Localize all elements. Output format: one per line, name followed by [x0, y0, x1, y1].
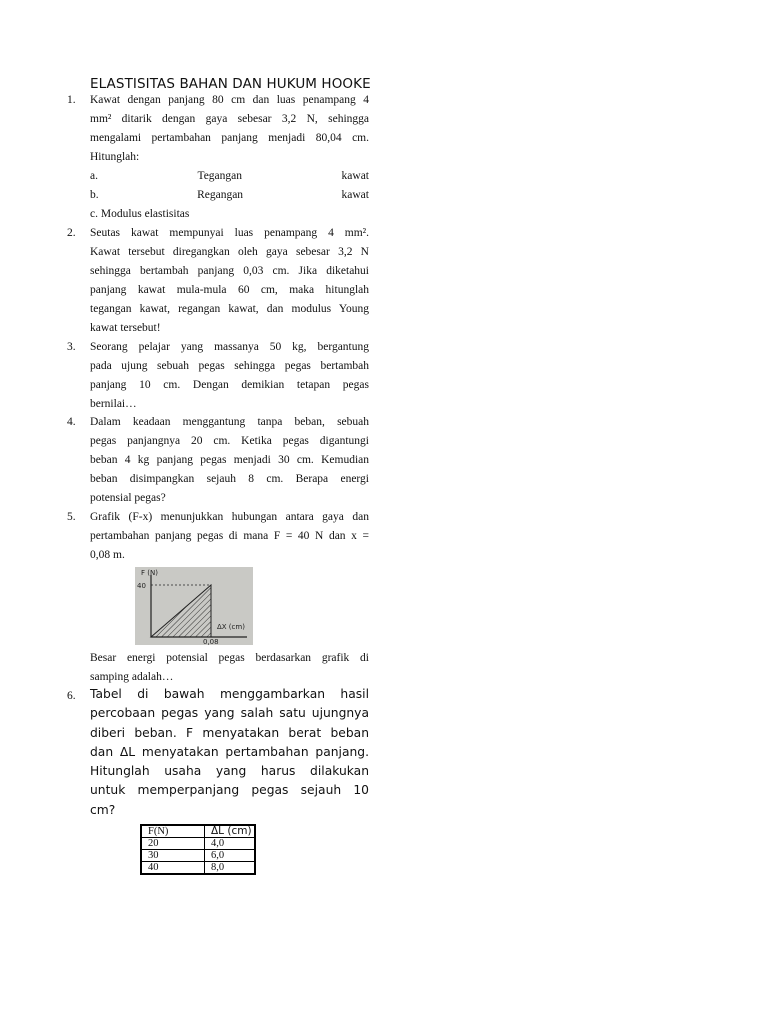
question-number: 5.: [67, 511, 76, 523]
text-line: mm² ditarik dengan gaya sebesar 3,2 N, sehingga: [90, 113, 369, 125]
text-line: sehingga bertambah panjang 0,03 cm. Jika diketahui: [90, 265, 369, 277]
subitem-word: Tegangan: [197, 170, 243, 182]
x-axis-label: ΔX (cm): [217, 623, 245, 631]
text-line: potensial pegas?: [90, 492, 166, 504]
text-line: Dalam keadaan menggantung tanpa beban, sebuah: [90, 416, 369, 428]
table-row: [141, 862, 255, 875]
subitem-letter: a.: [90, 170, 98, 182]
question-text: [90, 91, 369, 224]
question-text: [90, 224, 369, 338]
question-number: 3.: [67, 341, 76, 353]
text-line: mengalami pertambahan panjang menjadi 80,04 cm.: [90, 132, 369, 144]
text-line: Seorang pelajar yang massanya 50 kg, bergantung: [90, 341, 369, 353]
question-followup: [90, 649, 369, 687]
force-extension-graph: [135, 567, 253, 645]
table-header-force: F(N): [141, 825, 205, 838]
subitem-a: [90, 167, 369, 186]
table-cell: 8,0: [205, 862, 256, 875]
text-line: Hitunglah usaha yang harus dilakukan: [90, 764, 369, 779]
table-row: [141, 838, 255, 850]
text-line: pegas panjangnya 20 cm. Ketika pegas digantungi: [90, 435, 369, 447]
text-line: percobaan pegas yang salah satu ujungnya: [90, 706, 369, 721]
question-text: [90, 413, 369, 508]
question-text: [90, 508, 369, 565]
text-line: Seutas kawat mempunyai luas penampang 4 mm².: [90, 227, 369, 239]
subitem-c: c. Modulus elastisitas: [90, 208, 190, 220]
question-number: 2.: [67, 227, 76, 239]
table-cell: 20: [141, 838, 205, 850]
text-line: panjang 10 cm. Dengan demikian tetapan pegas: [90, 379, 369, 391]
table-cell: 40: [141, 862, 205, 875]
subitem-word: kawat: [341, 189, 369, 201]
subitem-b: [90, 186, 369, 205]
table-row: [141, 850, 255, 862]
subitem-letter: b.: [90, 189, 99, 201]
x-value-label: 0,08: [203, 638, 219, 645]
table-cell: 30: [141, 850, 205, 862]
question-number: 4.: [67, 416, 76, 428]
table-cell: 6,0: [205, 850, 256, 862]
subitem-word: kawat: [341, 170, 369, 182]
text-line: Grafik (F-x) menunjukkan hubungan antara gaya dan: [90, 511, 369, 523]
text-line: Tabel di bawah menggambarkan hasil: [90, 687, 369, 701]
text-line: diberi beban. F menyatakan berat beban: [90, 725, 369, 740]
question-number: 1.: [67, 94, 76, 106]
text-line: bernilai…: [90, 398, 137, 410]
text-line: beban 4 kg panjang pegas menjadi 30 cm. Kemudian: [90, 454, 369, 466]
text-line: Kawat tersebut diregangkan oleh gaya sebesar 3,2 N: [90, 246, 369, 258]
text-line: Hitunglah:: [90, 151, 140, 163]
y-value-label: 40: [137, 582, 146, 590]
text-line: kawat tersebut!: [90, 322, 161, 334]
text-line: pada ujung sebuah pegas sehingga pegas bertambah: [90, 360, 369, 372]
question-number: 6.: [67, 690, 76, 702]
text-line: tegangan kawat, regangan kawat, dan modulus Young: [90, 303, 369, 315]
document-title: ELASTISITAS BAHAN DAN HUKUM HOOKE: [90, 76, 371, 92]
table-header-row: [141, 825, 255, 838]
text-line: Kawat dengan panjang 80 cm dan luas penampang 4: [90, 94, 369, 106]
text-line: 0,08 m.: [90, 549, 125, 561]
table-cell: 4,0: [205, 838, 256, 850]
text-line: untuk memperpanjang pegas sejauh 10: [90, 783, 369, 798]
subitem-word: Regangan: [197, 189, 244, 201]
text-line: panjang kawat mula-mula 60 cm, maka hitunglah: [90, 284, 369, 296]
y-axis-label: F (N): [141, 569, 158, 577]
text-line: cm?: [90, 802, 116, 817]
question-text: [90, 338, 369, 414]
text-line: samping adalah…: [90, 671, 174, 683]
data-table: [140, 824, 256, 875]
question-text: [90, 685, 369, 820]
text-line: Besar energi potensial pegas berdasarkan grafik di: [90, 652, 369, 664]
text-line: pertambahan panjang pegas di mana F = 40 N dan x =: [90, 530, 369, 542]
text-line: dan ΔL menyatakan pertambahan panjang.: [90, 744, 369, 759]
text-line: beban disimpangkan sejauh 8 cm. Berapa energi: [90, 473, 369, 485]
table-header-extension: ΔL (cm): [205, 825, 256, 838]
